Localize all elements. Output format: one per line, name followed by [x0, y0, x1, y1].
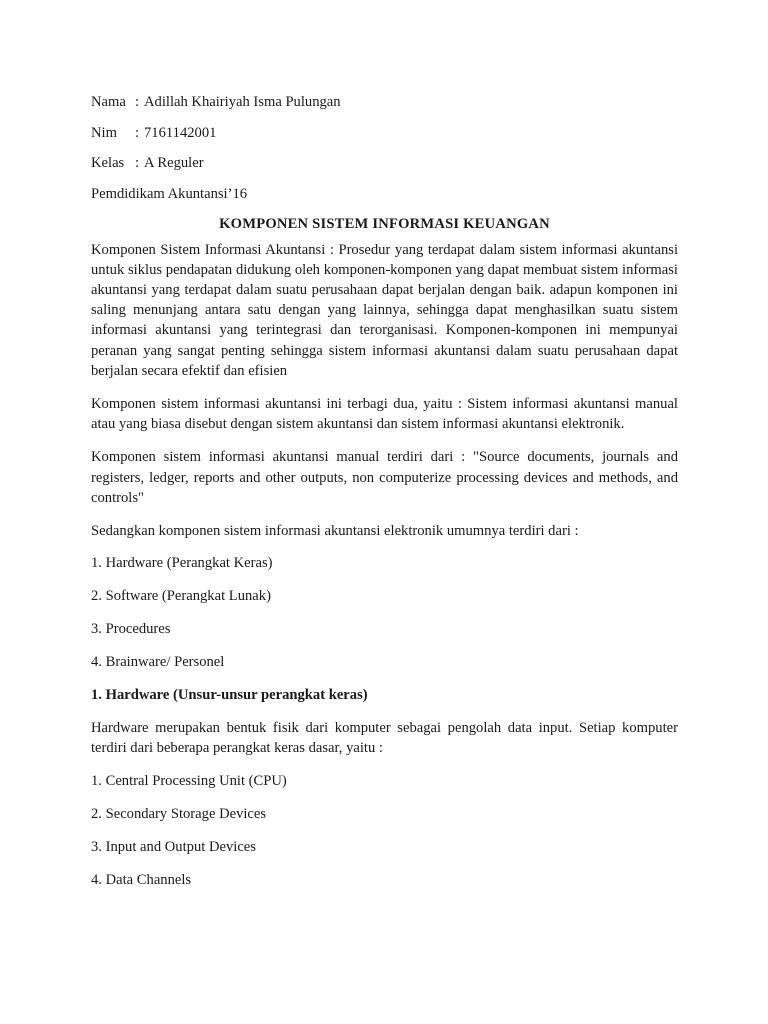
- paragraph-hardware: Hardware merupakan bentuk fisik dari komputer sebagai pengolah data input. Setiap komputer terdiri dari beberapa perangkat keras dasar, yaitu :: [91, 720, 678, 757]
- kelas-separator: :: [135, 155, 140, 171]
- paragraph-electronic-intro: Sedangkan komponen sistem informasi akuntansi elektronik umumnya terdiri dari :: [91, 522, 579, 539]
- list-item: 4. Data Channels: [91, 871, 192, 888]
- hardware-heading: 1. Hardware (Unsur-unsur perangkat keras): [91, 687, 368, 704]
- list-item: 2. Secondary Storage Devices: [91, 805, 267, 822]
- name-separator: :: [135, 94, 140, 110]
- document-page: [91, 92, 678, 903]
- nim-row: [91, 123, 678, 154]
- nim-separator: :: [135, 124, 140, 141]
- list-item: 1. Central Processing Unit (CPU): [91, 772, 287, 789]
- paragraph-manual-components: Komponen sistem informasi akuntansi manual terdiri dari : "Source documents, journals and registers, ledger, reports and other outputs, non computerize processing devices and methods, and controls": [91, 449, 678, 506]
- list-item: 3. Input and Output Devices: [91, 838, 256, 855]
- paragraph-definition: Komponen Sistem Informasi Akuntansi : Prosedur yang terdapat dalam sistem informasi akuntansi untuk siklus pendapatan didukung oleh komponen-komponen yang dapat membuat sistem informasi akuntansi yang terdapat dalam suatu perusahaan dapat berjalan dengan baik. adapun komponen ini saling menunjang antara satu dengan yang lainnya, sehingga dapat menghasilkan suatu sistem informasi akuntansi yang terintegrasi dan terorganisasi. Komponen-komponen ini mempunyai peranan yang sangat penting sehingga sistem informasi akuntansi dalam suatu perusahaan dapat berjalan secara efektif dan efisien: [91, 241, 678, 379]
- paragraph-division: Komponen sistem informasi akuntansi ini terbagi dua, yaitu : Sistem informasi akuntansi manual atau yang biasa disebut dengan sistem akuntansi dan sistem informasi akuntansi elektronik.: [91, 395, 678, 433]
- list-item: 2. Software (Perangkat Lunak): [91, 588, 271, 605]
- name-value: Adillah Khairiyah Isma Pulungan: [144, 94, 341, 110]
- kelas-value: A Reguler: [144, 155, 204, 171]
- document-title: KOMPONEN SISTEM INFORMASI KEUANGAN: [219, 215, 550, 232]
- nim-label: Nim: [91, 124, 117, 141]
- program-line: Pemdidikam Akuntansi’16: [91, 185, 248, 202]
- list-item: 4. Brainware/ Personel: [91, 654, 225, 671]
- list-item: 3. Procedures: [91, 621, 171, 638]
- name-row: [91, 92, 678, 123]
- kelas-row: [91, 153, 678, 184]
- kelas-label: Kelas: [91, 155, 125, 171]
- nim-value: 7161142001: [144, 124, 217, 141]
- name-label: Nama: [91, 94, 126, 110]
- list-item: 1. Hardware (Perangkat Keras): [91, 555, 273, 572]
